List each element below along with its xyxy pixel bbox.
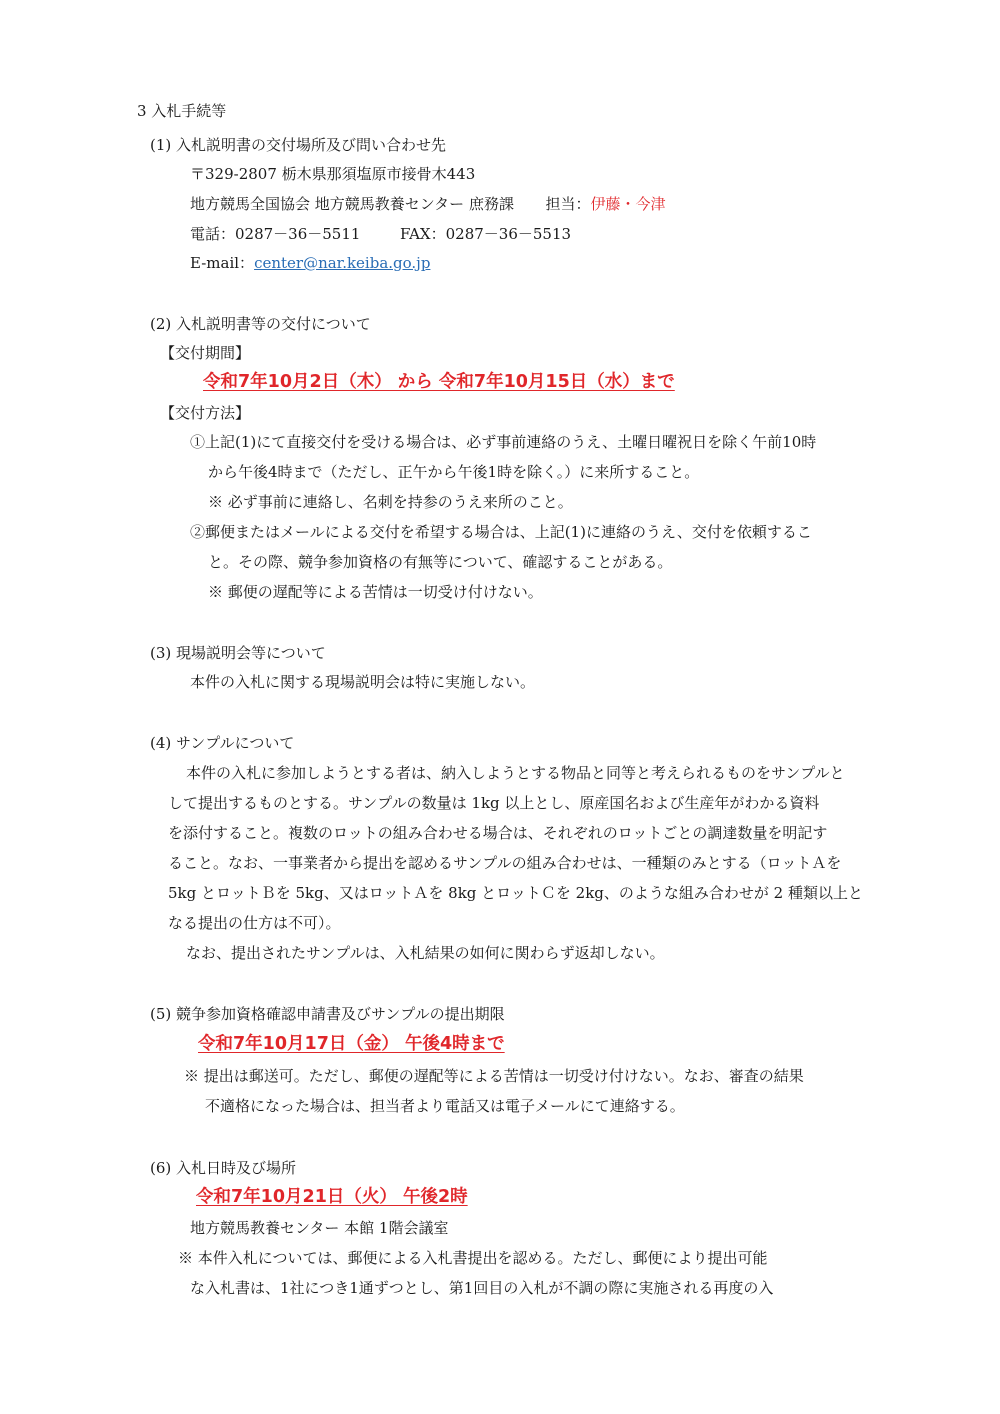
phone: 電話：0287－36－5511	[190, 225, 361, 243]
email-link[interactable]: center@nar.keiba.go.jp	[254, 254, 431, 272]
heading-1: (1) 入札説明書の交付場所及び問い合わせ先	[150, 136, 447, 154]
contact-names: 伊藤・今津	[590, 195, 666, 213]
section-5-note-line-2: 不適格になった場合は、担当者より電話又は電子メールにて連絡する。	[205, 1097, 685, 1115]
section-4-line-2: して提出するものとする。サンプルの数量は 1kg 以上とし、原産国名および生産年がわかる資料	[168, 794, 820, 812]
section-4-line-4: ること。なお、一事業者から提出を認めるサンプルの組み合わせは、一種類のみとする（ロットＡを	[168, 854, 842, 872]
heading-6: (6) 入札日時及び場所	[150, 1159, 297, 1177]
method-1-note: ※ 必ず事前に連絡し、名刺を持参のうえ来所のこと。	[208, 493, 573, 511]
method-2-line-2: と。その際、競争参加資格の有無等について、確認することがある。	[208, 553, 673, 571]
fax: FAX：0287－36－5513	[400, 225, 572, 243]
venue: 地方競馬教養センター 本館 1階会議室	[190, 1219, 449, 1237]
section-title: 3 入札手続等	[137, 102, 227, 120]
method-1-line-1: ①上記(1)にて直接交付を受ける場合は、必ず事前連絡のうえ、土曜日曜祝日を除く午前10時	[190, 433, 817, 451]
datetime-highlight: 令和7年10月21日（火） 午後2時	[196, 1187, 468, 1207]
method-label: 【交付方法】	[160, 404, 251, 422]
section-4-line-7: なお、提出されたサンプルは、入札結果の如何に関わらず返却しない。	[186, 944, 665, 962]
email-label: E-mail：	[190, 254, 255, 272]
section-6-note-line-2: な入札書は、1社につき1通ずつとし、第1回目の入札が不調の際に実施される再度の入	[190, 1279, 774, 1297]
method-1-line-2: から午後4時まで（ただし、正午から午後1時を除く。）に来所すること。	[208, 463, 700, 481]
phone-fax	[190, 224, 571, 244]
section-4-line-5: 5kg とロットＢを 5kg、又はロットＡを 8kg とロットＣを 2kg、のような組み合わせが 2 種類以上と	[168, 884, 863, 902]
address: 〒329-2807 栃木県那須塩原市接骨木443	[190, 165, 476, 183]
organization	[190, 194, 666, 214]
method-2-note: ※ 郵便の遅配等による苦情は一切受け付けない。	[208, 583, 543, 601]
deadline-highlight: 令和7年10月17日（金） 午後4時まで	[198, 1034, 505, 1054]
section-3-body: 本件の入札に関する現場説明会は特に実施しない。	[190, 673, 536, 691]
section-4-line-3: を添付すること。複数のロットの組み合わせる場合は、それぞれのロットごとの調達数量を明記す	[168, 824, 828, 842]
email-line	[190, 253, 430, 273]
section-4-line-6: なる提出の仕方は不可）。	[168, 914, 341, 932]
heading-2: (2) 入札説明書等の交付について	[150, 315, 371, 333]
section-4-line-1: 本件の入札に参加しようとする者は、納入しようとする物品と同等と考えられるものをサンプルと	[186, 764, 845, 782]
contact-label: 担当：	[545, 195, 591, 213]
heading-5: (5) 競争参加資格確認申請書及びサンプルの提出期限	[150, 1005, 505, 1023]
period-highlight: 令和7年10月2日（木） から 令和7年10月15日（水）まで	[203, 372, 675, 392]
org-name: 地方競馬全国協会 地方競馬教養センター 庶務課	[190, 195, 514, 213]
method-2-line-1: ②郵便またはメールによる交付を希望する場合は、上記(1)に連絡のうえ、交付を依頼するこ	[190, 523, 812, 541]
section-5-note-line-1: ※ 提出は郵送可。ただし、郵便の遅配等による苦情は一切受け付けない。なお、審査の結果	[184, 1067, 804, 1085]
heading-3: (3) 現場説明会等について	[150, 644, 326, 662]
section-6-note-line-1: ※ 本件入札については、郵便による入札書提出を認める。ただし、郵便により提出可能	[178, 1249, 768, 1267]
period-label: 【交付期間】	[160, 344, 251, 362]
heading-4: (4) サンプルについて	[150, 734, 295, 752]
